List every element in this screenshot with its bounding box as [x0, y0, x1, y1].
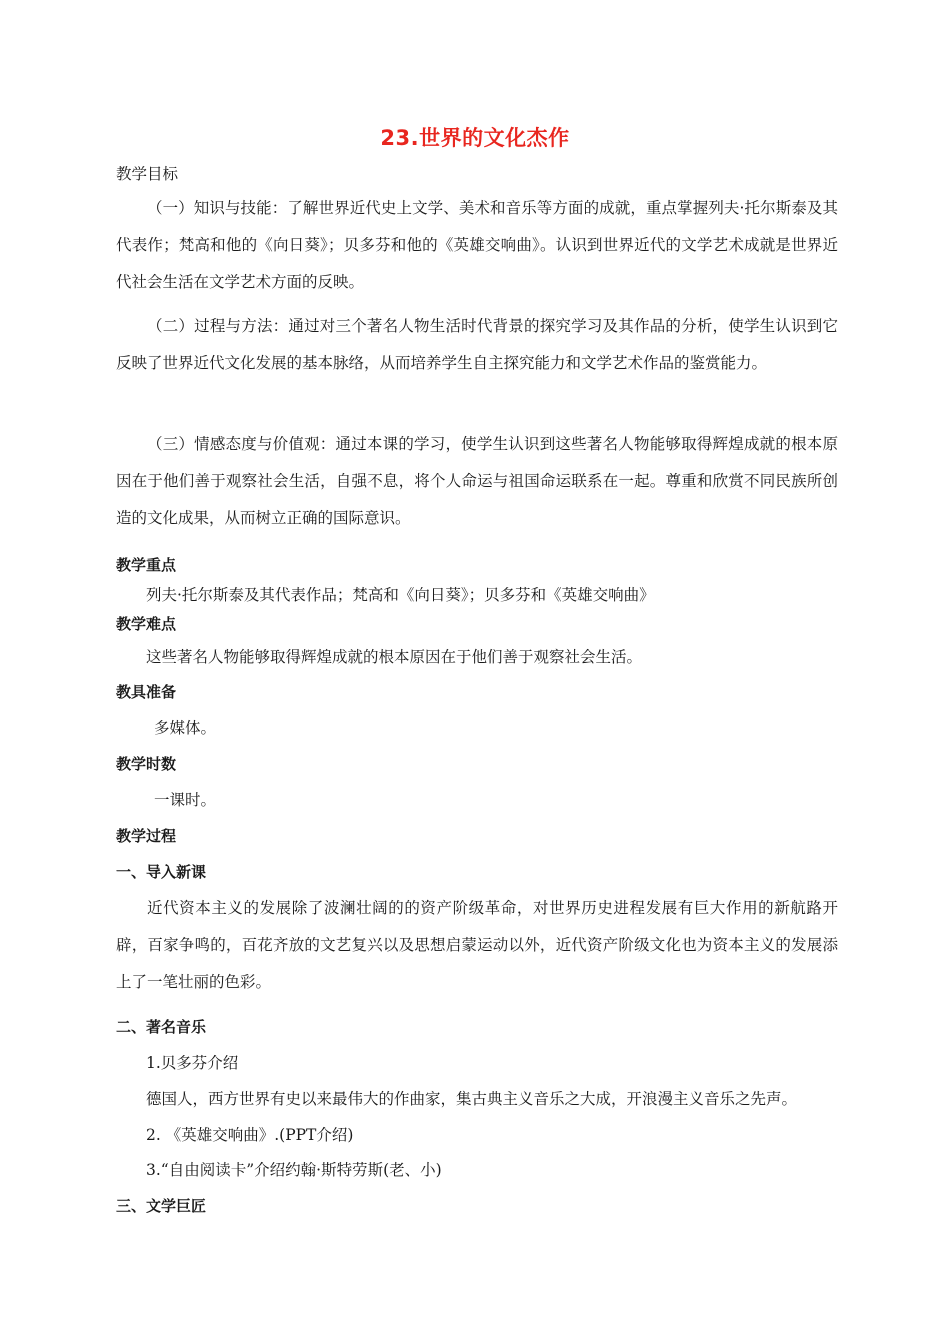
process-heading: 教学过程 — [116, 827, 177, 845]
section-literature-heading: 三、文学巨匠 — [116, 1197, 207, 1215]
materials-text: 多媒体。 — [154, 719, 217, 737]
objective-knowledge-paragraph: （一）知识与技能：了解世界近代史上文学、美术和音乐等方面的成就，重点掌握列夫·托尔斯泰及其代表作；梵高和他的《向日葵》；贝多芬和他的《英雄交响曲》。认识到世界近代的文学艺术成就是世界近代社会生活在文学艺术方面的反映。 — [116, 199, 838, 291]
difficulties-heading: 教学难点 — [116, 615, 177, 633]
music-item-beethoven-text: 德国人，西方世界有史以来最伟大的作曲家，集古典主义音乐之大成，开浪漫主义音乐之先声。 — [146, 1090, 798, 1108]
music-item-eroica: 2. 《英雄交响曲》.(PPT介绍) — [146, 1126, 354, 1144]
materials-heading: 教具准备 — [116, 683, 177, 701]
objective-process-paragraph: （二）过程与方法：通过对三个著名人物生活时代背景的探究学习及其作品的分析，使学生认识到它反映了世界近代文化发展的基本脉络，从而培养学生自主探究能力和文学艺术作品的鉴赏能力。 — [116, 317, 838, 372]
hours-text: 一课时。 — [154, 791, 217, 809]
section-intro-paragraph: 近代资本主义的发展除了波澜壮阔的的资产阶级革命，对世界历史进程发展有巨大作用的新航路开辟，百家争鸣的，百花齐放的文艺复兴以及思想启蒙运动以外，近代资产阶级文化也为资本主义的发展添上了一笔壮丽的色彩。 — [116, 899, 838, 991]
objectives-heading: 教学目标 — [116, 165, 179, 183]
difficulties-text: 这些著名人物能够取得辉煌成就的根本原因在于他们善于观察社会生活。 — [146, 648, 643, 666]
objective-values-paragraph: （三）情感态度与价值观：通过本课的学习，使学生认识到这些著名人物能够取得辉煌成就的根本原因在于他们善于观察社会生活，自强不息，将个人命运与祖国命运联系在一起。尊重和欣赏不同民族所创造的文化成果，从而树立正确的国际意识。 — [116, 435, 838, 527]
music-item-strauss: 3.“自由阅读卡”介绍约翰·斯特劳斯(老、小) — [146, 1161, 442, 1179]
key-points-heading: 教学重点 — [116, 556, 177, 574]
section-music-heading: 二、著名音乐 — [116, 1018, 207, 1036]
key-points-text: 列夫·托尔斯泰及其代表作品；梵高和《向日葵》；贝多芬和《英雄交响曲》 — [146, 586, 655, 604]
music-item-beethoven: 1.贝多芬介绍 — [146, 1054, 239, 1072]
section-intro-heading: 一、导入新课 — [116, 863, 207, 881]
document-title: 23.世界的文化杰作 — [380, 126, 570, 150]
hours-heading: 教学时数 — [116, 755, 177, 773]
